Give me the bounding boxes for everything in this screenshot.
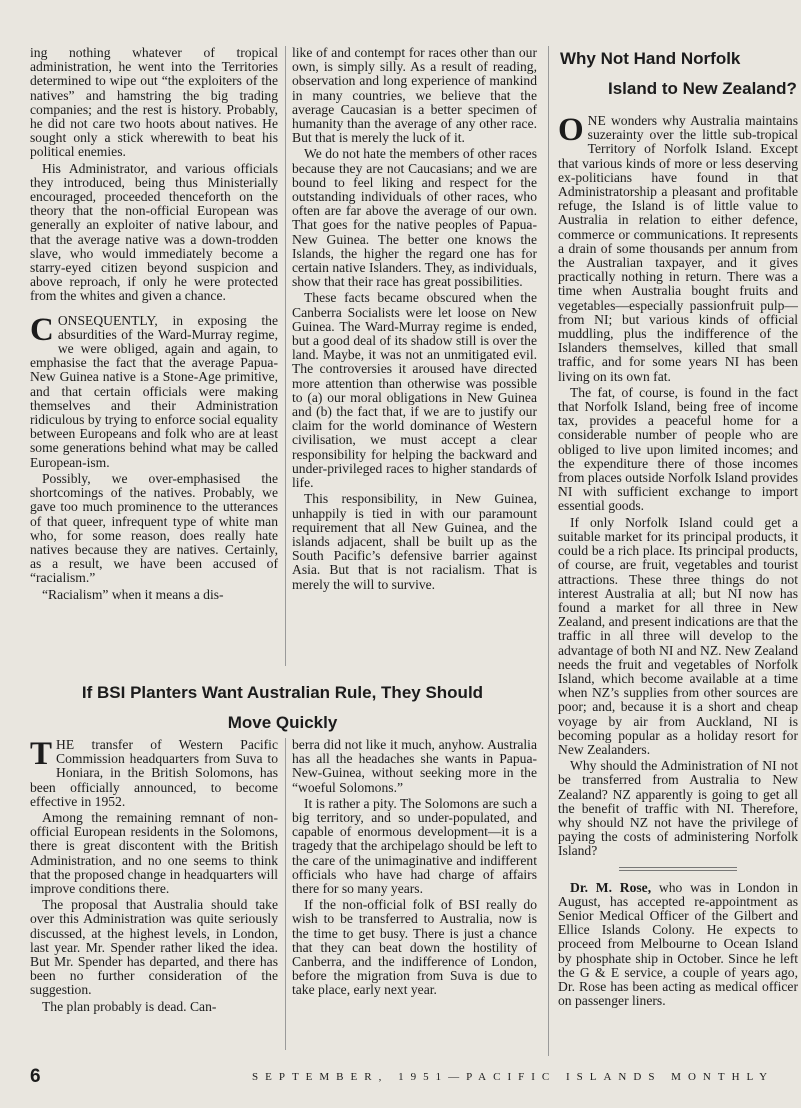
paragraph: “Racialism” when it means a dis- <box>42 586 224 602</box>
paragraph-with-dropcap <box>30 738 278 809</box>
paragraph: If the non-official folk of BSI really do wish to be transferred to Australia, now is the time to get busy. There is just a chance that they can beat down the hostility of Canberra, and the indifference of London, before the migration from Suva is due to take place, early next year. <box>292 897 537 998</box>
paragraph-text: NE wonders why Australia maintains suzerainty over the little sub-tropical Territory of Norfolk Island. Except that various kinds of more or less deserving ex-politicians have found in that Administratorship a pleasant and profitable refuge, the Island is of little value to Australia in relation to either defence, commerce or communications. It represents a drain of some thousands per annum from the Australian taxpayer, and it gives practically nothing in return. There was a time when Australia bought fruits and vegetables—especially passionfruit pulp—from NI; but various kinds of official muddling, plus the indifference of the Islanders themselves, killed that small traffic, and for some years NI has been living on its own fat. <box>558 114 798 384</box>
column-divider <box>285 738 286 1050</box>
section-rule <box>619 867 737 868</box>
paragraph-with-dropcap <box>558 114 798 384</box>
column-2 <box>292 46 537 594</box>
column-3 <box>558 114 798 1010</box>
drop-cap: O <box>558 114 584 148</box>
column-4 <box>30 738 278 1016</box>
paragraph: Possibly, we over-emphasised the shortcomings of the natives. Probably, we gave too much prominence to the utterances of that queer, infrequent type of white man who, for some reason, does really hate natives because they are natives. Certainly, as a result, we have been accused of “racialism.” <box>30 470 278 586</box>
column-1 <box>30 46 278 604</box>
paragraph: like of and contempt for races other than our own, is simply silly. As a result of reading, observation and long experience of mankind in many countries, we believe that the average Caucasian is a better specimen of humanity than the average of any other race. But that is merely the luck of it. <box>292 45 537 146</box>
paragraph: Among the remaining remnant of non-official European residents in the Solomons, there is great discontent with the British Administration, and no one seems to think that the proposed change in headquarters will improve conditions there. <box>30 810 278 897</box>
paragraph: The proposal that Australia should take over this Administration was quite seriously discussed, at the highest levels, in London, last year. Mr. Spender rather liked the idea. But Mr. Spender has departed, and there has been no further consideration of the suggestion. <box>30 897 278 998</box>
paragraph: The plan probably is dead. Can- <box>42 998 217 1014</box>
paragraph: berra did not like it much, anyhow. Australia has all the headaches she wants in Papua-New-Guinea, without seeking more in the “woeful Solomons.” <box>292 737 537 795</box>
paragraph: If only Norfolk Island could get a suitable market for its principal products, it could be a rich place. Its principal products, of course, are fruit, vegetables and tourist attractions. These three things do not interest Australia at all; but NI now has found a market for all three in New Zealand, and present indications are that the traffic in all three will develop to the advantage of both NI and NZ. New Zealand needs the fruit and vegetables of Norfolk Island, which become available at a time when NZ’s supplies from other sources are poor; and, because it is a short and cheap voyage by air from Auckland, NI is becoming popular as a holiday resort for New Zealanders. <box>558 514 798 757</box>
headline-line: Move Quickly <box>227 713 338 732</box>
news-text: who was in London in August, has accepted re-appointment as Senior Medical Officer of the Gilbert and Ellice Islands Colony. He expects to proceed from Melbourne to Ocean Island by phosphate ship in October. Since he left the G & E service, a couple of years ago, Dr. Rose has been acting as medical officer on passenger liners. <box>558 879 798 1009</box>
headline-line: If BSI Planters Want Australian Rule, They Should <box>81 683 484 702</box>
paragraph: His Administrator, and various officials they introduced, being thus Ministerially encouraged, proceeded thenceforth on the theory that the non-official European was generally an exploiter of native labour, and that the average native was a down-trodden slave, who would immediately become a starry-eyed citizen beyond suspicion and above reproach, if only he were protected from the whites and given a chance. <box>30 160 278 304</box>
column-5 <box>292 738 537 1000</box>
paragraph-with-dropcap <box>30 311 278 470</box>
paragraph: We do not hate the members of other races because they are not Caucasians; and we are bound to feel liking and respect for the outstanding individuals of other races, who often are far above the average of our own. That goes for the native peoples of Papua-New Guinea. The better one knows the Islands, the higher the regard one has for certain native Islanders. They, as individuals, show that their race has great possibilities. <box>292 146 537 290</box>
headline-line: Island to New Zealand? <box>608 79 797 98</box>
person-name: Dr. M. Rose, <box>570 879 652 895</box>
footer-masthead: SEPTEMBER, 1951—PACIFIC ISLANDS MONTHLY <box>252 1071 775 1083</box>
headline-line: Why Not Hand Norfolk <box>560 49 741 68</box>
page-footer <box>30 1066 800 1090</box>
paragraph: Why should the Administration of NI not be transferred from Australia to New Zealand? NZ apparently is going to get all the benefit of traffic with NI. Therefore, why should NZ not have the privilege of paying the costs of administering Norfolk Island? <box>558 758 798 859</box>
column-divider <box>285 46 286 666</box>
paragraph: The fat, of course, is found in the fact that Norfolk Island, being free of income tax, provides a peaceful home for a considerable number of people who are obliged to live upon limited incomes; and the expenditure there of those incomes from places outside Norfolk Island provides NI with sufficient exchange to import essential goods. <box>558 384 798 514</box>
paragraph: It is rather a pity. The Solomons are such a big territory, and so under-populated, and capable of enormous development—it is a tragedy that the archipelago should be left to the care of the unimaginative and indifferent officials who have had charge of affairs there for so many years. <box>292 795 537 897</box>
column-divider <box>548 46 549 1056</box>
headline-norfolk <box>560 44 801 104</box>
news-item <box>558 881 798 1009</box>
paragraph: ing nothing whatever of tropical administration, he went into the Territories determined to wipe out “the exploiters of the natives” and hamstring the big trading companies; and the rest is history. Probably, he did not care two hoots about natives. He sought only a stick wherewith to beat his political enemies. <box>30 45 278 160</box>
paragraph-text: ONSEQUENTLY, in exposing the absurdities of the Ward-Murray regime, we were obliged, again and again, to emphasise the fact that the average Papua-New Guinea native is a Stone-Age primitive, and that certain officials were making themselves and their Administration ridiculous by trying to enforce social equality between Europeans and folk who are at least some generations behind what may be called European-ism. <box>30 312 278 470</box>
headline-bsi <box>30 678 535 738</box>
drop-cap: T <box>30 736 53 772</box>
paragraph-text: HE transfer of Western Pacific Commission headquarters from Suva to Honiara, in the British Solomons, has been officially announced, to become effective in 1952. <box>30 737 278 809</box>
section-rule <box>619 870 737 871</box>
drop-cap: C <box>30 311 54 348</box>
paragraph: These facts became obscured when the Canberra Socialists were let loose on New Guinea. The Ward-Murray regime is ended, but a good deal of its shadow still is over the land. Maybe, it was not an unmitigated evil. The controversies it aroused have directed more attention than otherwise was possible to (a) our moral obligations in New Guinea and (b) the fact that, if we are to justify our claim for the world dominance of Western civilisation, we must accept a clear responsibility for helping the backward and under-privileged races to higher standards of life. <box>292 290 537 491</box>
paragraph: This responsibility, in New Guinea, unhappily is tied in with our paramount requirement that all New Guinea, and the islands adjacent, shall be built up as the South Pacific’s defensive barrier against Asia. But that is not racialism. That is merely the will to survive. <box>292 491 537 592</box>
page-number: 6 <box>30 1066 41 1087</box>
